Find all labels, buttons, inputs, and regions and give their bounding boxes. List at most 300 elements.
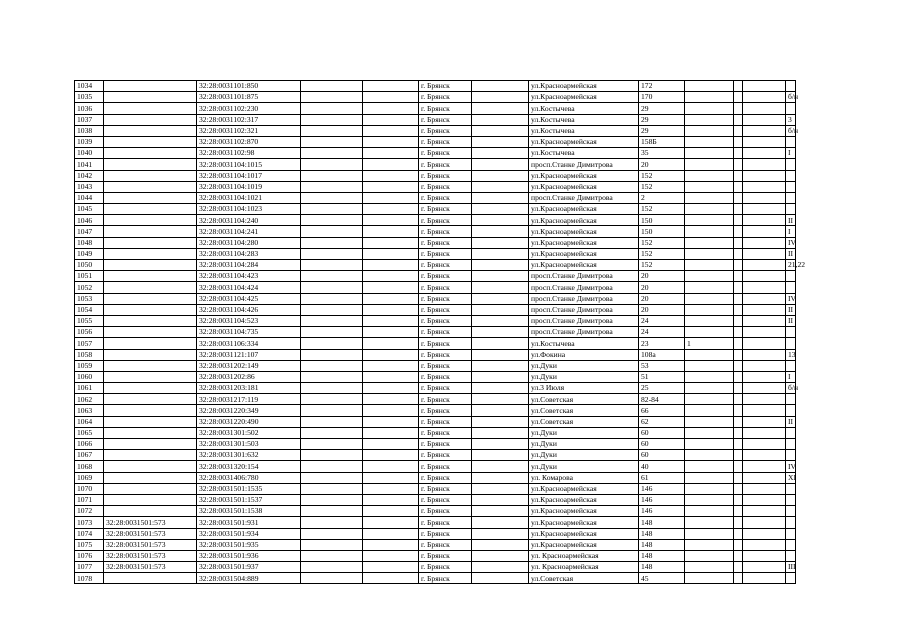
blank-cell-b [363, 103, 419, 114]
building-number [685, 383, 734, 394]
blank-cell-c [472, 472, 529, 483]
blank-cell-b [363, 327, 419, 338]
premises-number [786, 506, 796, 517]
blank-cell-e [743, 450, 786, 461]
city: г. Брянск [419, 226, 472, 237]
city: г. Брянск [419, 349, 472, 360]
street: ул.Советская [529, 394, 639, 405]
parent-cadastral-number [104, 315, 197, 326]
premises-number: II [786, 304, 796, 315]
blank-cell-e [743, 371, 786, 382]
street: ул.Советская [529, 405, 639, 416]
parent-cadastral-number [104, 136, 197, 147]
building-number [685, 461, 734, 472]
city: г. Брянск [419, 539, 472, 550]
blank-cell-e [743, 494, 786, 505]
building-number [685, 260, 734, 271]
row-number: 1034 [75, 81, 104, 92]
table-row [75, 215, 796, 226]
street: ул.Костычева [529, 148, 639, 159]
house-number: 60 [639, 427, 685, 438]
city: г. Брянск [419, 338, 472, 349]
premises-number [786, 204, 796, 215]
blank-cell-c [472, 293, 529, 304]
blank-cell-c [472, 573, 529, 584]
city: г. Брянск [419, 483, 472, 494]
city: г. Брянск [419, 517, 472, 528]
street: ул.Красноармейская [529, 237, 639, 248]
blank-cell-b [363, 461, 419, 472]
blank-cell-d [734, 360, 743, 371]
blank-cell-a [301, 181, 363, 192]
blank-cell-b [363, 394, 419, 405]
parent-cadastral-number [104, 170, 197, 181]
row-number: 1041 [75, 159, 104, 170]
street: просп.Станке Димитрова [529, 192, 639, 203]
blank-cell-c [472, 192, 529, 203]
parent-cadastral-number [104, 226, 197, 237]
blank-cell-d [734, 92, 743, 103]
row-number: 1035 [75, 92, 104, 103]
city: г. Брянск [419, 260, 472, 271]
parent-cadastral-number [104, 450, 197, 461]
blank-cell-e [743, 204, 786, 215]
blank-cell-b [363, 237, 419, 248]
building-number [685, 528, 734, 539]
table-row [75, 282, 796, 293]
blank-cell-e [743, 416, 786, 427]
row-number: 1053 [75, 293, 104, 304]
premises-number [786, 159, 796, 170]
blank-cell-b [363, 528, 419, 539]
building-number [685, 304, 734, 315]
blank-cell-d [734, 304, 743, 315]
cadastral-number: 32:28:0031220:490 [197, 416, 301, 427]
blank-cell-a [301, 114, 363, 125]
blank-cell-a [301, 315, 363, 326]
blank-cell-d [734, 260, 743, 271]
city: г. Брянск [419, 304, 472, 315]
parent-cadastral-number [104, 383, 197, 394]
parent-cadastral-number [104, 248, 197, 259]
city: г. Брянск [419, 450, 472, 461]
row-number: 1054 [75, 304, 104, 315]
city: г. Брянск [419, 494, 472, 505]
building-number [685, 192, 734, 203]
cadastral-number: 32:28:0031202:149 [197, 360, 301, 371]
table-row [75, 472, 796, 483]
city: г. Брянск [419, 114, 472, 125]
blank-cell-c [472, 439, 529, 450]
cadastral-number: 32:28:0031104:240 [197, 215, 301, 226]
street: ул.Костычева [529, 338, 639, 349]
row-number: 1056 [75, 327, 104, 338]
building-number [685, 371, 734, 382]
blank-cell-e [743, 383, 786, 394]
building-number [685, 506, 734, 517]
blank-cell-e [743, 92, 786, 103]
premises-number: IV [786, 461, 796, 472]
parent-cadastral-number [104, 81, 197, 92]
blank-cell-b [363, 483, 419, 494]
blank-cell-a [301, 192, 363, 203]
parent-cadastral-number [104, 204, 197, 215]
building-number [685, 427, 734, 438]
house-number: 150 [639, 226, 685, 237]
parent-cadastral-number [104, 237, 197, 248]
building-number [685, 237, 734, 248]
blank-cell-e [743, 439, 786, 450]
premises-number [786, 483, 796, 494]
blank-cell-e [743, 327, 786, 338]
table-row [75, 539, 796, 550]
parent-cadastral-number [104, 192, 197, 203]
premises-number [786, 282, 796, 293]
blank-cell-a [301, 528, 363, 539]
blank-cell-d [734, 338, 743, 349]
street: ул. Красноармейская [529, 550, 639, 561]
blank-cell-c [472, 528, 529, 539]
building-number [685, 517, 734, 528]
table-row [75, 394, 796, 405]
parent-cadastral-number [104, 215, 197, 226]
street: ул.Дуки [529, 360, 639, 371]
blank-cell-a [301, 260, 363, 271]
house-number: 24 [639, 327, 685, 338]
blank-cell-c [472, 226, 529, 237]
blank-cell-c [472, 494, 529, 505]
blank-cell-d [734, 226, 743, 237]
premises-number: II [786, 315, 796, 326]
blank-cell-c [472, 271, 529, 282]
row-number: 1072 [75, 506, 104, 517]
house-number: 25 [639, 383, 685, 394]
street: ул.3 Июля [529, 383, 639, 394]
parent-cadastral-number [104, 371, 197, 382]
cadastral-number: 32:28:0031104:1019 [197, 181, 301, 192]
blank-cell-a [301, 494, 363, 505]
building-number [685, 103, 734, 114]
city: г. Брянск [419, 282, 472, 293]
blank-cell-b [363, 215, 419, 226]
city: г. Брянск [419, 573, 472, 584]
house-number: 152 [639, 260, 685, 271]
house-number: 152 [639, 181, 685, 192]
house-number: 152 [639, 204, 685, 215]
row-number: 1038 [75, 125, 104, 136]
building-number [685, 248, 734, 259]
table-row [75, 226, 796, 237]
parent-cadastral-number: 32:28:0031501:573 [104, 562, 197, 573]
parent-cadastral-number [104, 304, 197, 315]
premises-number: III [786, 562, 796, 573]
parent-cadastral-number [104, 159, 197, 170]
city: г. Брянск [419, 136, 472, 147]
building-number [685, 226, 734, 237]
premises-number [786, 360, 796, 371]
row-number: 1077 [75, 562, 104, 573]
premises-number: XI [786, 472, 796, 483]
house-number: 29 [639, 114, 685, 125]
premises-number [786, 494, 796, 505]
table-row [75, 427, 796, 438]
cadastral-number: 32:28:0031102:98 [197, 148, 301, 159]
parent-cadastral-number [104, 494, 197, 505]
cadastral-number: 32:28:0031104:241 [197, 226, 301, 237]
street: ул.Костычева [529, 125, 639, 136]
cadastral-number: 32:28:0031104:523 [197, 315, 301, 326]
cadastral-number: 32:28:0031102:317 [197, 114, 301, 125]
blank-cell-c [472, 282, 529, 293]
street: ул. Красноармейская [529, 562, 639, 573]
blank-cell-d [734, 125, 743, 136]
blank-cell-a [301, 439, 363, 450]
table-row [75, 315, 796, 326]
premises-number [786, 573, 796, 584]
blank-cell-a [301, 349, 363, 360]
house-number: 62 [639, 416, 685, 427]
house-number: 82-84 [639, 394, 685, 405]
cadastral-number: 32:28:0031104:735 [197, 327, 301, 338]
row-number: 1063 [75, 405, 104, 416]
parent-cadastral-number [104, 461, 197, 472]
building-number [685, 92, 734, 103]
premises-number: IV [786, 237, 796, 248]
cadastral-number: 32:28:0031102:321 [197, 125, 301, 136]
blank-cell-d [734, 81, 743, 92]
house-number: 146 [639, 483, 685, 494]
premises-number [786, 136, 796, 147]
blank-cell-a [301, 215, 363, 226]
house-number: 60 [639, 450, 685, 461]
row-number: 1036 [75, 103, 104, 114]
cadastral-number: 32:28:0031104:423 [197, 271, 301, 282]
building-number [685, 282, 734, 293]
blank-cell-d [734, 315, 743, 326]
city: г. Брянск [419, 271, 472, 282]
blank-cell-a [301, 103, 363, 114]
premises-number: I [786, 371, 796, 382]
document-page [74, 80, 806, 584]
blank-cell-c [472, 170, 529, 181]
street: ул.Красноармейская [529, 483, 639, 494]
street: ул.Красноармейская [529, 494, 639, 505]
blank-cell-b [363, 383, 419, 394]
city: г. Брянск [419, 528, 472, 539]
blank-cell-c [472, 248, 529, 259]
blank-cell-d [734, 371, 743, 382]
blank-cell-e [743, 170, 786, 181]
blank-cell-b [363, 282, 419, 293]
blank-cell-e [743, 114, 786, 125]
cadastral-number: 32:28:0031501:935 [197, 539, 301, 550]
cadastral-number: 32:28:0031501:936 [197, 550, 301, 561]
building-number [685, 215, 734, 226]
house-number: 20 [639, 304, 685, 315]
street: ул.Красноармейская [529, 181, 639, 192]
blank-cell-d [734, 573, 743, 584]
blank-cell-c [472, 114, 529, 125]
street: просп.Станке Димитрова [529, 282, 639, 293]
row-number: 1050 [75, 260, 104, 271]
building-number: 1 [685, 338, 734, 349]
parent-cadastral-number [104, 338, 197, 349]
cadastral-number: 32:28:0031104:425 [197, 293, 301, 304]
blank-cell-d [734, 461, 743, 472]
premises-number: б/н [786, 92, 796, 103]
table-row [75, 125, 796, 136]
cadastral-number: 32:28:0031104:1015 [197, 159, 301, 170]
cadastral-number: 32:28:0031104:426 [197, 304, 301, 315]
parent-cadastral-number [104, 416, 197, 427]
blank-cell-c [472, 204, 529, 215]
blank-cell-e [743, 506, 786, 517]
city: г. Брянск [419, 81, 472, 92]
street: ул.Красноармейская [529, 215, 639, 226]
table-row [75, 506, 796, 517]
street: ул.Красноармейская [529, 517, 639, 528]
parent-cadastral-number [104, 271, 197, 282]
city: г. Брянск [419, 461, 472, 472]
blank-cell-c [472, 394, 529, 405]
blank-cell-c [472, 215, 529, 226]
premises-number [786, 81, 796, 92]
street: ул.Красноармейская [529, 170, 639, 181]
city: г. Брянск [419, 148, 472, 159]
building-number [685, 181, 734, 192]
parent-cadastral-number: 32:28:0031501:573 [104, 528, 197, 539]
blank-cell-a [301, 371, 363, 382]
blank-cell-b [363, 315, 419, 326]
row-number: 1068 [75, 461, 104, 472]
blank-cell-d [734, 148, 743, 159]
cadastral-number: 32:28:0031101:850 [197, 81, 301, 92]
cadastral-number: 32:28:0031104:1021 [197, 192, 301, 203]
house-number: 29 [639, 125, 685, 136]
house-number: 35 [639, 148, 685, 159]
city: г. Брянск [419, 416, 472, 427]
blank-cell-b [363, 550, 419, 561]
blank-cell-b [363, 271, 419, 282]
house-number: 29 [639, 103, 685, 114]
house-number: 20 [639, 282, 685, 293]
blank-cell-d [734, 136, 743, 147]
cadastral-number: 32:28:0031217:119 [197, 394, 301, 405]
table-row [75, 271, 796, 282]
blank-cell-e [743, 550, 786, 561]
building-number [685, 416, 734, 427]
cadastral-number: 32:28:0031104:284 [197, 260, 301, 271]
blank-cell-b [363, 450, 419, 461]
city: г. Брянск [419, 550, 472, 561]
street: ул.Костычева [529, 114, 639, 125]
blank-cell-b [363, 170, 419, 181]
parent-cadastral-number [104, 506, 197, 517]
house-number: 108а [639, 349, 685, 360]
row-number: 1057 [75, 338, 104, 349]
row-number: 1043 [75, 181, 104, 192]
premises-number [786, 550, 796, 561]
city: г. Брянск [419, 472, 472, 483]
street: ул.Костычева [529, 103, 639, 114]
row-number: 1042 [75, 170, 104, 181]
premises-number [786, 103, 796, 114]
street: ул.Дуки [529, 427, 639, 438]
blank-cell-d [734, 293, 743, 304]
blank-cell-b [363, 260, 419, 271]
building-number [685, 271, 734, 282]
blank-cell-c [472, 338, 529, 349]
blank-cell-a [301, 92, 363, 103]
blank-cell-a [301, 550, 363, 561]
blank-cell-d [734, 394, 743, 405]
row-number: 1045 [75, 204, 104, 215]
city: г. Брянск [419, 103, 472, 114]
blank-cell-c [472, 562, 529, 573]
blank-cell-e [743, 573, 786, 584]
city: г. Брянск [419, 562, 472, 573]
blank-cell-e [743, 360, 786, 371]
blank-cell-a [301, 204, 363, 215]
city: г. Брянск [419, 181, 472, 192]
blank-cell-a [301, 271, 363, 282]
blank-cell-c [472, 159, 529, 170]
building-number [685, 394, 734, 405]
house-number: 148 [639, 550, 685, 561]
blank-cell-d [734, 383, 743, 394]
row-number: 1037 [75, 114, 104, 125]
cadastral-number: 32:28:0031220:349 [197, 405, 301, 416]
house-number: 20 [639, 271, 685, 282]
blank-cell-d [734, 506, 743, 517]
house-number: 2 [639, 192, 685, 203]
premises-number: б/н [786, 125, 796, 136]
premises-number: II [786, 416, 796, 427]
blank-cell-e [743, 215, 786, 226]
blank-cell-b [363, 148, 419, 159]
blank-cell-e [743, 81, 786, 92]
blank-cell-a [301, 394, 363, 405]
table-row [75, 483, 796, 494]
blank-cell-c [472, 92, 529, 103]
house-number: 172 [639, 81, 685, 92]
blank-cell-b [363, 125, 419, 136]
blank-cell-a [301, 360, 363, 371]
table-row [75, 260, 796, 271]
building-number [685, 472, 734, 483]
table-row [75, 204, 796, 215]
street: ул.Красноармейская [529, 248, 639, 259]
street: ул.Дуки [529, 461, 639, 472]
street: ул.Красноармейская [529, 226, 639, 237]
blank-cell-e [743, 125, 786, 136]
premises-number: II [786, 215, 796, 226]
cadastral-number: 32:28:0031501:934 [197, 528, 301, 539]
blank-cell-d [734, 327, 743, 338]
table-row [75, 103, 796, 114]
blank-cell-a [301, 427, 363, 438]
cadastral-number: 32:28:0031202:86 [197, 371, 301, 382]
blank-cell-a [301, 472, 363, 483]
blank-cell-d [734, 114, 743, 125]
city: г. Брянск [419, 427, 472, 438]
cadastral-number: 32:28:0031104:283 [197, 248, 301, 259]
city: г. Брянск [419, 248, 472, 259]
blank-cell-d [734, 170, 743, 181]
blank-cell-d [734, 282, 743, 293]
table-row [75, 114, 796, 125]
street: ул.Красноармейская [529, 81, 639, 92]
